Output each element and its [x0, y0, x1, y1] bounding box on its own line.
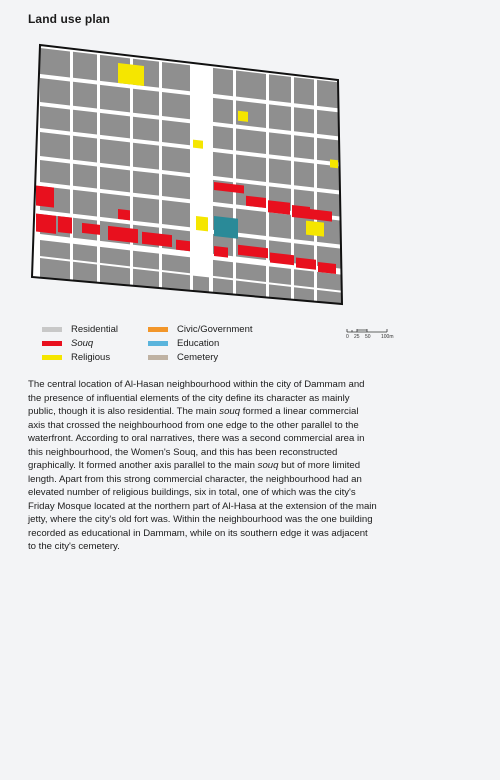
building-block	[236, 155, 266, 182]
land-use-map-svg	[0, 0, 500, 320]
building-block	[100, 167, 130, 192]
building-block	[213, 260, 233, 278]
building-block	[73, 164, 97, 189]
land-use-map	[0, 0, 500, 320]
religious-building	[118, 63, 144, 86]
souq-building	[58, 216, 72, 234]
building-block	[40, 78, 70, 105]
building-block	[294, 77, 314, 105]
building-block	[294, 269, 314, 287]
description-term-souq-2: souq	[257, 460, 279, 471]
religious-building	[193, 140, 203, 149]
building-block	[133, 171, 159, 196]
building-block	[269, 158, 291, 185]
building-block	[236, 209, 266, 236]
building-block	[317, 272, 341, 291]
building-block	[162, 200, 190, 227]
legend-label-education: Education	[177, 337, 220, 349]
souq-building	[268, 200, 290, 215]
building-block	[269, 212, 291, 239]
souq-building	[82, 223, 100, 235]
scale-label-25: 25	[354, 334, 360, 340]
legend-souq	[42, 336, 93, 350]
scale-bar	[346, 325, 406, 345]
legend-label-residential: Residential	[71, 323, 118, 335]
legend-education	[148, 336, 219, 350]
legend-swatch-civic	[148, 327, 168, 332]
religious-building	[196, 216, 208, 231]
building-block	[213, 126, 233, 150]
building-block	[294, 135, 314, 159]
building-block	[162, 62, 190, 91]
building-block	[294, 161, 314, 187]
building-block	[73, 136, 97, 163]
description-paragraph	[28, 378, 378, 554]
legend-swatch-cemetery	[148, 355, 168, 360]
scale-label-100m: 100m	[381, 334, 394, 340]
building-block	[162, 174, 190, 199]
description-text-1: The central location of Al-Hasan neighbourhood within the city of Dammam and the presence of influential elements of the city define its character as mainly public, though it is also residential. The main	[28, 379, 365, 417]
building-block	[294, 107, 314, 133]
building-block	[40, 48, 70, 77]
building-block	[162, 254, 190, 273]
souq-building	[292, 205, 310, 219]
religious-building	[330, 159, 338, 168]
map-legend	[42, 322, 342, 368]
building-block	[269, 74, 291, 103]
building-block	[162, 146, 190, 173]
education-buildings	[214, 216, 238, 239]
building-block	[317, 110, 341, 137]
building-block	[73, 244, 97, 263]
souq-building	[214, 246, 228, 258]
building-block	[294, 287, 314, 319]
description-text-2: formed a linear commercial axis that crossed the neighbourhood from one edge to the other parallel to the waterfront. According to oral narratives, there was a second commercial area in this neighbourhood, the Women's Souq, and this has been reconstructed graphically. It formed another axis parallel to the main	[28, 406, 365, 471]
building-block	[100, 139, 130, 166]
building-block	[100, 85, 130, 112]
legend-swatch-religious	[42, 355, 62, 360]
religious-building	[238, 111, 248, 122]
scale-label-50: 50	[365, 334, 371, 340]
building-block	[100, 113, 130, 138]
description-term-souq-1: souq	[219, 406, 241, 417]
building-block	[100, 265, 130, 298]
scale-bar-line	[346, 325, 406, 334]
legend-religious	[42, 350, 110, 364]
description-text-3: but of more limited length. Apart from this strong commercial character, the neighbourhood had an elevated number of religious buildings, six in total, one of which was the city's Friday Mosque located at the northern part of Al-Hasa at the extension of the main jetty, where the city's old fort was. Within the neighbourhood was the one building recorded as educational in Dammam, while on its southern edge it was adjacent to the city's cemetery.	[28, 460, 377, 552]
religious-building	[306, 221, 324, 237]
legend-cemetery	[148, 350, 218, 364]
building-block	[236, 71, 266, 100]
building-block	[40, 258, 70, 291]
legend-swatch-residential	[42, 327, 62, 332]
legend-label-religious: Religious	[71, 351, 111, 363]
education-building	[214, 216, 238, 239]
legend-civic	[148, 322, 253, 336]
building-block	[40, 132, 70, 159]
building-block	[269, 266, 291, 285]
legend-label-civic: Civic/Government	[177, 323, 253, 335]
building-block	[269, 132, 291, 157]
building-block	[317, 138, 341, 163]
souq-building	[176, 240, 190, 252]
building-block	[133, 197, 159, 224]
building-block	[73, 82, 97, 109]
souq-building	[118, 209, 130, 220]
building-block	[236, 129, 266, 154]
building-block	[162, 92, 190, 119]
scale-label-0: 0	[346, 334, 349, 340]
building-block	[40, 106, 70, 131]
legend-label-cemetery: Cemetery	[177, 351, 219, 363]
building-block	[73, 262, 97, 295]
building-block	[269, 104, 291, 131]
building-block	[133, 89, 159, 116]
legend-label-souq: Souq	[71, 337, 94, 349]
building-block	[73, 190, 97, 217]
building-block	[133, 143, 159, 170]
building-block	[40, 160, 70, 185]
building-block	[133, 251, 159, 270]
building-block	[269, 284, 291, 317]
souq-building	[36, 186, 54, 208]
legend-residential	[42, 322, 118, 336]
building-block	[213, 98, 233, 124]
building-block	[133, 117, 159, 142]
building-block	[213, 68, 233, 96]
building-block	[317, 290, 341, 320]
souq-building	[318, 262, 336, 274]
page-title: Land use plan	[28, 12, 110, 26]
legend-swatch-souq	[42, 341, 62, 346]
building-block	[73, 52, 97, 81]
building-block	[162, 120, 190, 145]
building-block	[73, 110, 97, 135]
legend-swatch-education	[148, 341, 168, 346]
building-block	[213, 152, 233, 178]
souq-building	[36, 214, 56, 234]
